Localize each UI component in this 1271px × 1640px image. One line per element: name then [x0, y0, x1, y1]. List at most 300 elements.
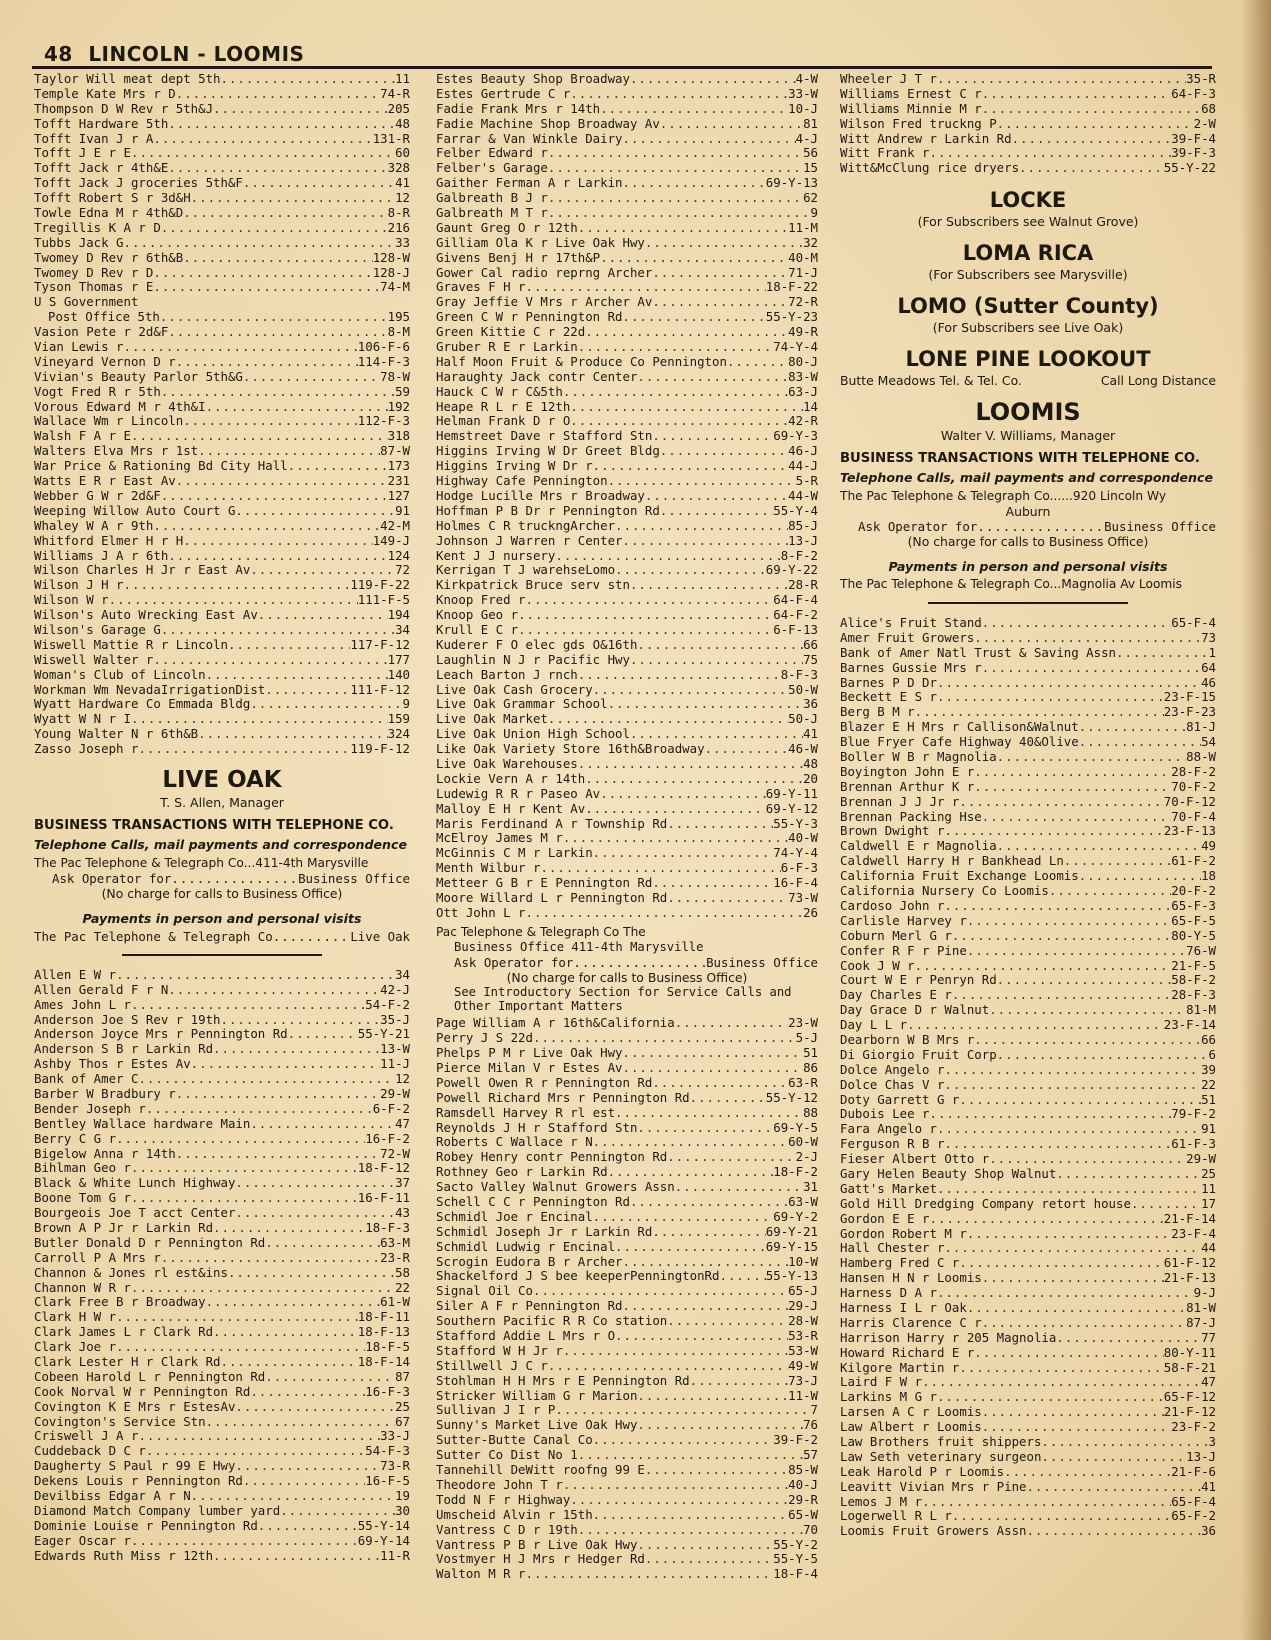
header-rule — [32, 66, 1212, 69]
leader-dots — [250, 563, 395, 578]
listing-row — [34, 653, 410, 668]
leader-dots — [548, 206, 811, 221]
listing-row — [436, 280, 818, 295]
listing-number: 40-W — [788, 830, 818, 846]
listing-number: 173 — [387, 458, 410, 474]
live-oak-manager: T. S. Allen, Manager — [160, 794, 284, 810]
listing-number: 76 — [803, 1417, 818, 1433]
listing-name: Stricker William G r Marion — [436, 1388, 638, 1403]
listing-name: Alice's Fruit Stand — [840, 616, 982, 631]
listing-name: Leavitt Vivian Mrs r Pine — [840, 1479, 1027, 1494]
lone-pine-company: Butte Meadows Tel. & Tel. Co. — [840, 373, 1022, 389]
leader-dots — [967, 1301, 1186, 1316]
listing-name: Kent J J nursery — [436, 548, 556, 563]
listing-number: 19 — [395, 1488, 410, 1504]
leader-dots — [922, 1375, 1201, 1390]
listing-number: 13-J — [788, 532, 818, 548]
listing-name: Logerwell R L r — [840, 1509, 952, 1524]
listing-number: 23-F-15 — [1163, 689, 1216, 705]
leader-dots — [997, 1048, 1209, 1063]
listing-number: 77 — [1201, 1329, 1216, 1345]
listing-number: 117-F-12 — [350, 636, 410, 652]
leader-dots — [265, 683, 350, 698]
listing-row — [840, 944, 1216, 959]
leader-dots — [265, 1236, 380, 1251]
leader-dots — [570, 400, 803, 415]
listing-number: 62 — [803, 190, 818, 206]
live-oak-listing-p-to-w — [436, 1016, 818, 1582]
leader-dots — [116, 1132, 365, 1147]
listing-name: Dominie Louise r Pennington Rd — [34, 1518, 258, 1533]
listing-row — [34, 266, 410, 281]
listing-row — [436, 1418, 818, 1433]
live-oak-listing-continued — [436, 72, 818, 921]
live-oak-listing — [34, 968, 410, 1564]
listing-name: Schmidl Ludwig r Encinal — [436, 1239, 616, 1254]
leader-dots — [168, 325, 387, 340]
listing-number: 28-F-2 — [1171, 763, 1216, 779]
section-title-loma-rica: LOMA RICA — [962, 241, 1094, 266]
listing-number: 53-R — [788, 1328, 818, 1344]
listing-row — [34, 1385, 410, 1400]
listing-name: Gatt's Market — [840, 1181, 937, 1196]
listing-number: 149-J — [372, 532, 410, 548]
leader-dots — [608, 697, 804, 712]
listing-name: Harris Clarence C r — [840, 1315, 982, 1330]
listing-name: Whitford Elmer H r H — [34, 533, 184, 548]
leader-dots — [593, 683, 789, 698]
listing-number: 23-F-23 — [1163, 704, 1216, 720]
leader-dots — [982, 616, 1171, 631]
listing-row — [34, 534, 410, 549]
leader-dots — [183, 534, 372, 549]
listing-row — [34, 1355, 410, 1370]
listing-row — [436, 1463, 818, 1478]
listing-name: Hemstreet Dave r Stafford Stn — [436, 429, 653, 444]
listing-row — [34, 236, 410, 251]
leader-dots — [645, 489, 788, 504]
listing-name: Twomey D Rev r D — [34, 265, 154, 280]
leader-dots — [937, 1182, 1201, 1197]
listing-row — [436, 146, 818, 161]
listing-row — [34, 1519, 410, 1534]
listing-name: Schell C C r Pennington Rd — [436, 1195, 630, 1210]
ask-label: Ask Operator for — [858, 519, 978, 535]
listing-name: Barnes Gussie Mrs r — [840, 660, 982, 675]
listing-number: 59 — [395, 383, 410, 399]
leader-dots — [1079, 869, 1201, 884]
listing-row — [436, 1016, 818, 1031]
listing-row — [34, 355, 410, 370]
leader-dots — [982, 661, 1201, 676]
listing-row — [436, 1478, 818, 1493]
listing-number: 49-W — [788, 1357, 818, 1373]
listing-number: 2-J — [795, 1149, 818, 1165]
listing-number: 16-F-4 — [773, 875, 818, 891]
listing-row — [34, 1281, 410, 1296]
listing-number: 9 — [810, 205, 818, 221]
leader-dots — [213, 1549, 380, 1564]
listing-row — [840, 117, 1216, 132]
listing-row — [436, 712, 818, 727]
listing-row — [436, 1195, 818, 1210]
listing-number: 40-J — [788, 1476, 818, 1492]
listing-row — [436, 1552, 818, 1567]
listing-name: Anderson Joe S Rev r 19th — [34, 1012, 221, 1027]
leader-dots — [907, 1018, 1164, 1033]
leader-dots — [974, 631, 1201, 646]
listing-name: Blue Fryer Cafe Highway 40&Olive — [840, 735, 1079, 750]
listing-row — [436, 1255, 818, 1270]
leader-dots — [997, 117, 1194, 132]
listing-name: Carroll P A Mrs r — [34, 1250, 161, 1265]
listing-row — [34, 1236, 410, 1251]
listing-name: Di Giorgio Fruit Corp — [840, 1047, 997, 1062]
listing-name: Berg B M r — [840, 705, 915, 720]
listing-name: Gray Jeffie V Mrs r Archer Av — [436, 295, 653, 310]
leader-dots — [288, 459, 388, 474]
listing-row — [840, 929, 1216, 944]
listing-row — [34, 102, 410, 117]
leader-dots — [645, 1463, 788, 1478]
leader-dots — [944, 899, 1171, 914]
leader-dots — [265, 1370, 395, 1385]
listing-number: 15 — [803, 160, 818, 176]
leader-dots — [161, 221, 388, 236]
listing-number: 39 — [1201, 1061, 1216, 1077]
listing-number: 23-F-14 — [1163, 1017, 1216, 1033]
listing-number: 44 — [1201, 1240, 1216, 1256]
listing-name: Devilbiss Edgar A r N — [34, 1489, 191, 1504]
listing-row — [436, 638, 818, 653]
listing-name: Dolce Chas V r — [840, 1077, 945, 1092]
leader-dots — [719, 1269, 765, 1284]
listing-number: 33-W — [788, 85, 818, 101]
listing-row — [436, 1448, 818, 1463]
listing-number: 111-F-12 — [350, 681, 410, 697]
listing-name: Metteer G B r E Pennington Rd — [436, 876, 653, 891]
listing-row — [34, 1415, 410, 1430]
listing-name: Page William A r 16th&California — [436, 1016, 675, 1031]
listing-number: 55-Y-14 — [357, 1517, 410, 1533]
page-number: 48 — [44, 42, 73, 66]
listing-number: 48 — [395, 115, 410, 131]
listing-row — [840, 616, 1216, 631]
listing-number: 35-R — [1186, 71, 1216, 86]
listing-number: 195 — [387, 309, 410, 325]
listing-name: Cuddeback D C r — [34, 1444, 146, 1459]
loma-rica-note: (For Subscribers see Marysville) — [928, 267, 1128, 283]
listing-row — [840, 1271, 1216, 1286]
listing-number: 55-Y-5 — [773, 1551, 818, 1567]
listing-row — [34, 1266, 410, 1281]
listing-row — [34, 983, 410, 998]
listing-row — [840, 765, 1216, 780]
listing-row — [436, 519, 818, 534]
leader-dots — [637, 638, 803, 653]
listing-name: Gordon Robert M r — [840, 1226, 967, 1241]
listing-name: U S Government — [34, 295, 139, 310]
listing-row — [436, 668, 818, 683]
leader-dots — [652, 266, 788, 281]
listing-name: Live Oak Union High School — [436, 727, 630, 742]
listing-row — [34, 459, 410, 474]
listing-name: Channon & Jones rl est&ins — [34, 1265, 228, 1280]
listing-row — [840, 1390, 1216, 1405]
leader-dots — [1079, 720, 1186, 735]
listing-row — [34, 1429, 410, 1444]
listing-name: Siler A F r Pennington Rd — [436, 1299, 623, 1314]
listing-number: 69-Y-12 — [765, 800, 818, 816]
listing-row — [34, 697, 410, 712]
listing-row — [34, 1013, 410, 1028]
leader-dots — [982, 1316, 1186, 1331]
listing-row — [436, 117, 818, 132]
listing-name: Wilson Charles H Jr r East Av — [34, 563, 251, 578]
listing-number: 16-F-11 — [357, 1190, 410, 1206]
listing-number: 6 — [1208, 1046, 1216, 1062]
listing-name: Doty Garrett G r — [840, 1092, 960, 1107]
listing-row — [34, 444, 410, 459]
listing-number: 88-W — [1186, 749, 1216, 765]
listing-name: Kuderer F O elec gds O&16th — [436, 637, 638, 652]
listing-number: 70-F-12 — [1163, 793, 1216, 809]
listing-name: Live Oak Grammar School — [436, 697, 608, 712]
listing-name: Gilliam Ola K r Live Oak Hwy — [436, 235, 645, 250]
listing-row — [34, 1251, 410, 1266]
listing-name: Vogt Fred R r 5th — [34, 384, 161, 399]
listing-number: 58 — [395, 1264, 410, 1280]
section-title-lone-pine: LONE PINE LOOKOUT — [905, 347, 1151, 372]
listing-row — [436, 1493, 818, 1508]
listing-row — [436, 1314, 818, 1329]
listing-name: Graves F H r — [436, 280, 526, 295]
leader-dots — [982, 87, 1171, 102]
listing-row — [34, 1325, 410, 1340]
listing-name: Boller W B r Magnolia — [840, 750, 997, 765]
listing-row — [840, 1093, 1216, 1108]
listing-number: 50-W — [788, 681, 818, 697]
listing-row — [34, 998, 410, 1013]
listing-row — [34, 549, 410, 564]
listing-row — [34, 132, 410, 147]
leader-dots — [959, 1093, 1201, 1108]
listing-name: Fadie Frank Mrs r 14th — [436, 101, 601, 116]
leader-dots — [518, 623, 773, 638]
leader-dots — [915, 705, 1164, 720]
listing-number: 21-F-14 — [1163, 1210, 1216, 1226]
listing-name: Tofft Hardware 5th — [34, 116, 169, 131]
listing-number: 61-F-3 — [1171, 1136, 1216, 1152]
listing-name: Wilson J H r — [34, 578, 124, 593]
listing-number: 9-J — [1193, 1285, 1216, 1301]
listing-number: 75 — [803, 651, 818, 667]
listing-row — [840, 1048, 1216, 1063]
listing-row — [436, 906, 818, 921]
listing-name: Twomey D Rev r 6th&B — [34, 250, 184, 265]
listing-row — [840, 1495, 1216, 1510]
listing-row — [840, 795, 1216, 810]
listing-row — [436, 161, 818, 176]
listing-name: Pierce Milan V r Estes Av — [436, 1061, 623, 1075]
listing-name: Anderson Joyce Mrs r Pennington Rd — [34, 1027, 288, 1042]
listing-name: Confer R F r Pine — [840, 943, 967, 958]
listing-number: 73 — [1201, 629, 1216, 645]
listing-number: 23-R — [380, 1249, 410, 1265]
listing-number: 69-Y-5 — [773, 1119, 818, 1135]
listing-number: 55-Y-22 — [1163, 160, 1216, 176]
listing-number: 39-F-3 — [1171, 145, 1216, 161]
leader-dots — [623, 132, 796, 147]
leader-dots — [109, 593, 358, 608]
page-header — [44, 42, 1204, 68]
listing-row — [840, 1435, 1216, 1450]
listing-row — [34, 1295, 410, 1310]
listing-row — [436, 697, 818, 712]
leader-dots — [608, 474, 796, 489]
listing-name: Laughlin N J r Pacific Hwy — [436, 652, 630, 667]
listing-row — [34, 608, 410, 623]
listing-number: 159 — [387, 711, 410, 727]
listing-row — [436, 132, 818, 147]
listing-number: 63-J — [788, 383, 818, 399]
loomis-calls-heading: Telephone Calls, mail payments and correspondence — [840, 470, 1214, 486]
listing-row — [840, 146, 1216, 161]
leader-dots — [235, 1206, 395, 1221]
listing-name: Tofft Robert S r 3d&H — [34, 191, 191, 206]
listing-row — [436, 504, 818, 519]
listing-row — [436, 1403, 818, 1418]
leader-dots — [600, 787, 766, 802]
leader-dots — [563, 385, 788, 400]
leader-dots — [967, 944, 1186, 959]
listing-name: Farrar & Van Winkle Dairy — [436, 131, 623, 146]
pac-office: Business Office 411-4th Marysville — [454, 939, 704, 954]
listing-row — [840, 1450, 1216, 1465]
listing-number: 205 — [387, 100, 410, 116]
leader-dots — [937, 1390, 1164, 1405]
listing-row — [34, 742, 410, 757]
listing-number: 64 — [1201, 659, 1216, 675]
listing-row — [436, 1150, 818, 1165]
leader-dots — [578, 1448, 803, 1463]
leader-dots — [623, 310, 766, 325]
live-oak-no-charge: (No charge for calls to Business Office) — [101, 885, 343, 901]
listing-row — [840, 1301, 1216, 1316]
leader-dots — [690, 1091, 766, 1106]
leader-dots — [161, 1251, 380, 1266]
listing-name: Galbreath M T r — [436, 206, 548, 221]
leader-dots — [176, 355, 358, 370]
leader-dots — [937, 1286, 1194, 1301]
listing-row — [436, 549, 818, 564]
listing-name: California Nursery Co Loomis — [840, 884, 1049, 899]
leader-dots — [600, 251, 788, 266]
leader-dots — [952, 929, 1171, 944]
listing-row — [840, 1122, 1216, 1137]
listing-row — [840, 705, 1216, 720]
leader-dots — [131, 146, 395, 161]
listing-name: Stohlman H H Mrs r E Pennington Rd — [436, 1373, 690, 1388]
listing-number: 86 — [803, 1060, 818, 1075]
listing-name: Berry C G r — [34, 1131, 117, 1146]
listing-number: 63-W — [788, 1194, 818, 1210]
listing-row — [436, 459, 818, 474]
listing-number: 119-F-22 — [350, 577, 410, 593]
listing-number: 13-W — [380, 1041, 410, 1057]
listing-name: Clark H W r — [34, 1310, 117, 1325]
leader-dots — [667, 891, 788, 906]
leader-dots — [548, 191, 803, 206]
section-rule — [122, 954, 322, 956]
leader-dots — [615, 1106, 803, 1121]
listing-name: Cook Norval W r Pennington Rd — [34, 1384, 251, 1399]
leader-dots — [191, 1489, 395, 1504]
listing-row — [436, 1433, 818, 1448]
listing-row — [436, 489, 818, 504]
listing-number: 36 — [1201, 1523, 1216, 1539]
lincoln-listing-continued — [34, 72, 410, 757]
listing-number: 21-F-6 — [1171, 1463, 1216, 1479]
listing-name: Haraughty Jack contr Center — [436, 369, 638, 384]
listing-number: 65-F-2 — [1171, 1508, 1216, 1524]
leader-dots — [593, 1135, 789, 1150]
loomis-listing — [840, 616, 1216, 1539]
listing-row — [436, 534, 818, 549]
column-1 — [34, 72, 410, 1563]
live-oak-listing-end — [840, 72, 1216, 176]
listing-row — [840, 1465, 1216, 1480]
listing-row — [840, 676, 1216, 691]
listing-number: 58-F-2 — [1171, 972, 1216, 988]
listing-row — [436, 385, 818, 400]
listing-name: Howard Richard E r — [840, 1345, 975, 1360]
leader-dots — [540, 861, 780, 876]
leader-dots — [250, 1385, 365, 1400]
leader-dots — [974, 1346, 1164, 1361]
listing-number: 6-F-13 — [773, 621, 818, 637]
leader-dots — [198, 727, 387, 742]
listing-row — [34, 1459, 410, 1474]
listing-number: 70-F-2 — [1171, 778, 1216, 794]
listing-number: 177 — [387, 651, 410, 667]
listing-name: Dolce Angelo r — [840, 1062, 945, 1077]
listing-row — [840, 1480, 1216, 1495]
listing-number: 81-W — [1186, 1299, 1216, 1315]
listing-name: Stafford W H Jr r — [436, 1343, 563, 1358]
listing-name: Brennan Arthur K r — [840, 779, 975, 794]
loomis-company-line: The Pac Telephone & Telegraph Co......920 Lincoln Wy — [840, 489, 1167, 504]
listing-number: 49-R — [788, 324, 818, 340]
listing-name: Blazer E H Mrs r Callison&Walnut — [840, 720, 1079, 735]
listing-number: 42-R — [788, 413, 818, 429]
listing-name: Young Walter N r 6th&B — [34, 727, 199, 742]
leader-dots — [952, 988, 1171, 1003]
listing-name: Hall Chester r — [840, 1241, 945, 1256]
listing-name: Vian Lewis r — [34, 340, 124, 355]
listing-row — [34, 161, 410, 176]
listing-name: Zasso Joseph r — [34, 742, 139, 757]
leader-dots — [1064, 854, 1171, 869]
listing-name: Beckett E S r — [840, 690, 937, 705]
listing-row — [436, 1091, 818, 1106]
listing-name: Leach Barton J rnch — [436, 667, 578, 682]
listing-row — [840, 854, 1216, 869]
listing-row — [34, 1534, 410, 1549]
pac-no-charge: (No charge for calls to Business Office) — [506, 969, 748, 985]
listing-row — [436, 1523, 818, 1538]
listing-number: 54-F-2 — [365, 996, 410, 1012]
